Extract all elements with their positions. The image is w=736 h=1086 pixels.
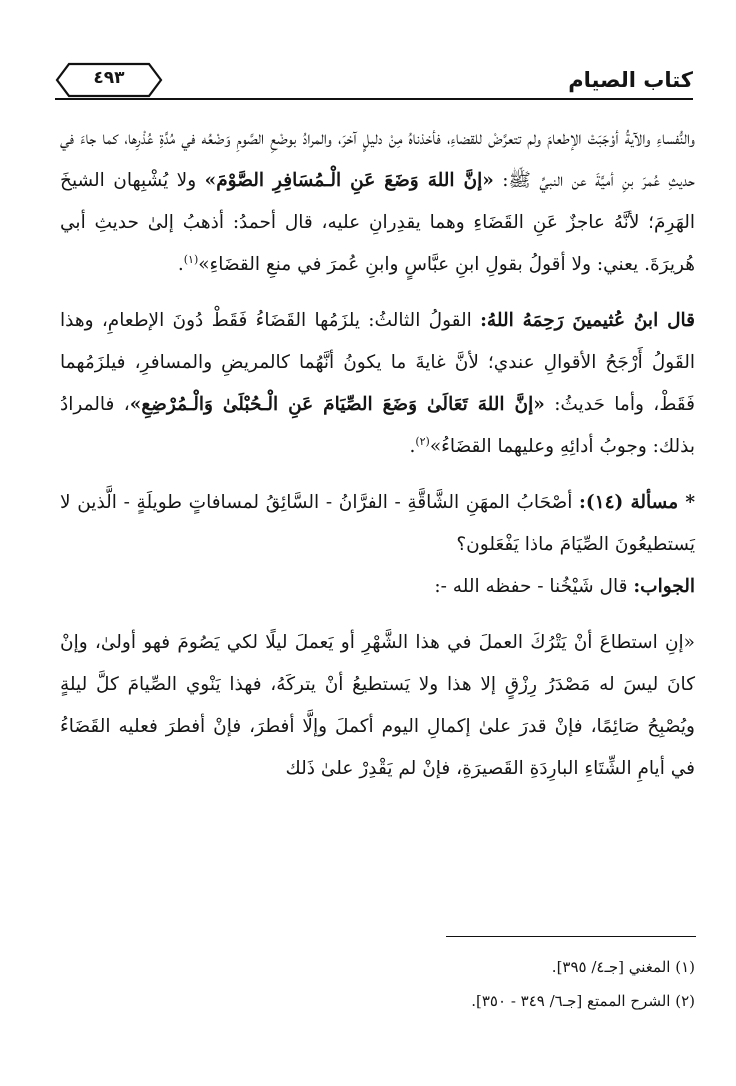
answer-intro-line [60, 566, 695, 608]
header-rule [55, 98, 693, 100]
footnote-divider [446, 936, 696, 937]
paragraph-2: قال ابنُ عُثيمينَ رَحِمَهُ اللهُ: القولُ الثالثُ: يلزَمُها القَضَاءُ فَقَطْ دُونَ الإطعامِ، وهذا القَولُ أَرْجَحُ الأقوالِ عندي؛ لأنَّ غايةَ ما يكونُ أنَّهُما كالمريضِ والمسافرِ، فيلزَمُهما فَقَطْ، وأما حَديثُ: «إنَّ اللهَ تَعَالَىٰ وَضَعَ الصِّيَامَ عَنِ الْـحُبْلَىٰ وَالْـمُرْضِعِ»، فالمرادُ بذلك: وجوبُ أدائِهِ وعليهما القضَاءُ»$^{(٢)}$. [60, 310, 696, 457]
page-number: ٤٩٣ [93, 68, 125, 88]
question-label: * مسألة (١٤): [579, 492, 696, 513]
book-title: كتاب الصيام [568, 68, 693, 92]
footnote-2: (٢) الشرح الممتع [جـ٦/ ٣٤٩ - ٣٥٠]. [471, 992, 695, 1010]
paragraph-2-text: القولُ الثالثُ: يلزَمُها القَضَاءُ فَقَطْ دُونَ الإطعامِ، وهذا القَولُ أَرْجَحُ الأقوالِ عندي؛ لأنَّ غايةَ ما يكونُ أنَّهُما كالمريضِ والمسافرِ، فيلزَمُهما فَقَطْ، وأما حَديثُ: [60, 310, 696, 415]
page-number-badge [55, 62, 163, 96]
paragraph-1-continuation: ولا يُشْبِهان الشيخَ الهَرِمَ؛ لأنَّهُ عاجزٌ عَنِ القَضَاءِ وهما يقدِرانِ عليه، قال أحمدُ: أذهبُ إلىٰ حديثِ أبي هُريرَةَ. يعني: ولا أقولُ بقولِ ابنِ عبَّاسٍ وابنِ عُمرَ في منعِ القضَاءِ» [60, 170, 695, 275]
scholar-attribution: قال ابنُ عُثيمينَ رَحِمَهُ اللهُ: [480, 310, 695, 331]
footnote-ref-2[interactable]: (٢) [415, 434, 430, 448]
answer-intro: قال شَيْخُنا - حفظه الله -: [434, 576, 628, 597]
page-header [55, 62, 693, 106]
question-paragraph [60, 482, 695, 566]
paragraph-1-text: والنُّفساءِ والآيةُ أوْجَبَتْ الإطعامَ ولم تتعرَّضْ للقضاءِ، فأخذناهُ مِنْ دليلٍ آخرَ، والمرادُ بوضْعِ الصَّومِ وَضْعُه في مُدَّةِ عُذْرِها، كما جاءَ في حديثِ عُمرَ بنِ أميَّةَ عن النبيِّ ﷺ: [60, 128, 695, 191]
footnotes [60, 950, 695, 1018]
answer-label: الجواب: [633, 576, 695, 597]
body-text [60, 118, 695, 790]
answer-paragraph [60, 622, 695, 790]
paragraph-1: والنُّفساءِ والآيةُ أوْجَبَتْ الإطعامَ ولم تتعرَّضْ للقضاءِ، فأخذناهُ مِنْ دليلٍ آخرَ، والمرادُ بوضْعِ الصَّومِ وَضْعُه في مُدَّةِ عُذْرِها، كما جاءَ في حديثِ عُمرَ بنِ أميَّةَ عن النبيِّ ﷺ: «إنَّ اللهَ وَضَعَ عَنِ الْـمُسَافِرِ الصَّوْمَ» ولا يُشْبِهان الشيخَ الهَرِمَ؛ لأنَّهُ عاجزٌ عَنِ القَضَاءِ وهما يقدِرانِ عليه، قال أحمدُ: أذهبُ إلىٰ حديثِ أبي هُريرَةَ. يعني: ولا أقولُ بقولِ ابنِ عبَّاسٍ وابنِ عُمرَ في منعِ القضَاءِ»$^{(١)}$. [60, 128, 695, 275]
hadith-quote-1: «إنَّ اللهَ وَضَعَ عَنِ الْـمُسَافِرِ الصَّوْمَ» [204, 170, 494, 191]
answer-text: «إنِ استطاعَ أنْ يَتْرُكَ العملَ في هذا الشَّهْرِ أو يَعملَ ليلًا لكي يَصُومَ فهو أولىٰ، وإنْ كانَ ليسَ له مَصْدَرُ رِزْقٍ إلا هذا ولا يَستطيعُ أنْ يتركَهُ، فهذا يَنْوي الصِّيامَ كلَّ ليلةٍ ويُصْبِحُ صَائِمًا، فإنْ قدرَ علىٰ إكمالِ اليوم أكملَ وإلَّا أفطرَ، فإنْ أفطرَ فعليه القَضَاءُ في أيامِ الشِّتَاءِ البارِدَةِ القَصيرَةِ، فإنْ لم يَقْدِرْ علىٰ ذَلك [60, 632, 695, 779]
paragraph-2-continuation: ، فالمرادُ بذلك: وجوبُ أدائِهِ وعليهما القضَاءُ» [60, 394, 695, 457]
question-text: أصْحَابُ المهَنِ الشَّاقَّةِ - الفرَّانُ - السَّائِقُ لمسافاتٍ طويلَةٍ - الَّذين لا يَستطيعُونَ الصِّيَامَ ماذا يَفْعَلون؟ [60, 492, 695, 555]
hadith-quote-2: «إنَّ اللهَ تَعَالَىٰ وَضَعَ الصِّيَامَ عَنِ الْـحُبْلَىٰ وَالْـمُرْضِعِ» [129, 394, 545, 415]
footnote-ref-1[interactable]: (١) [183, 252, 199, 266]
footnote-1: (١) المغني [جـ٤/ ٣٩٥]. [551, 958, 695, 976]
